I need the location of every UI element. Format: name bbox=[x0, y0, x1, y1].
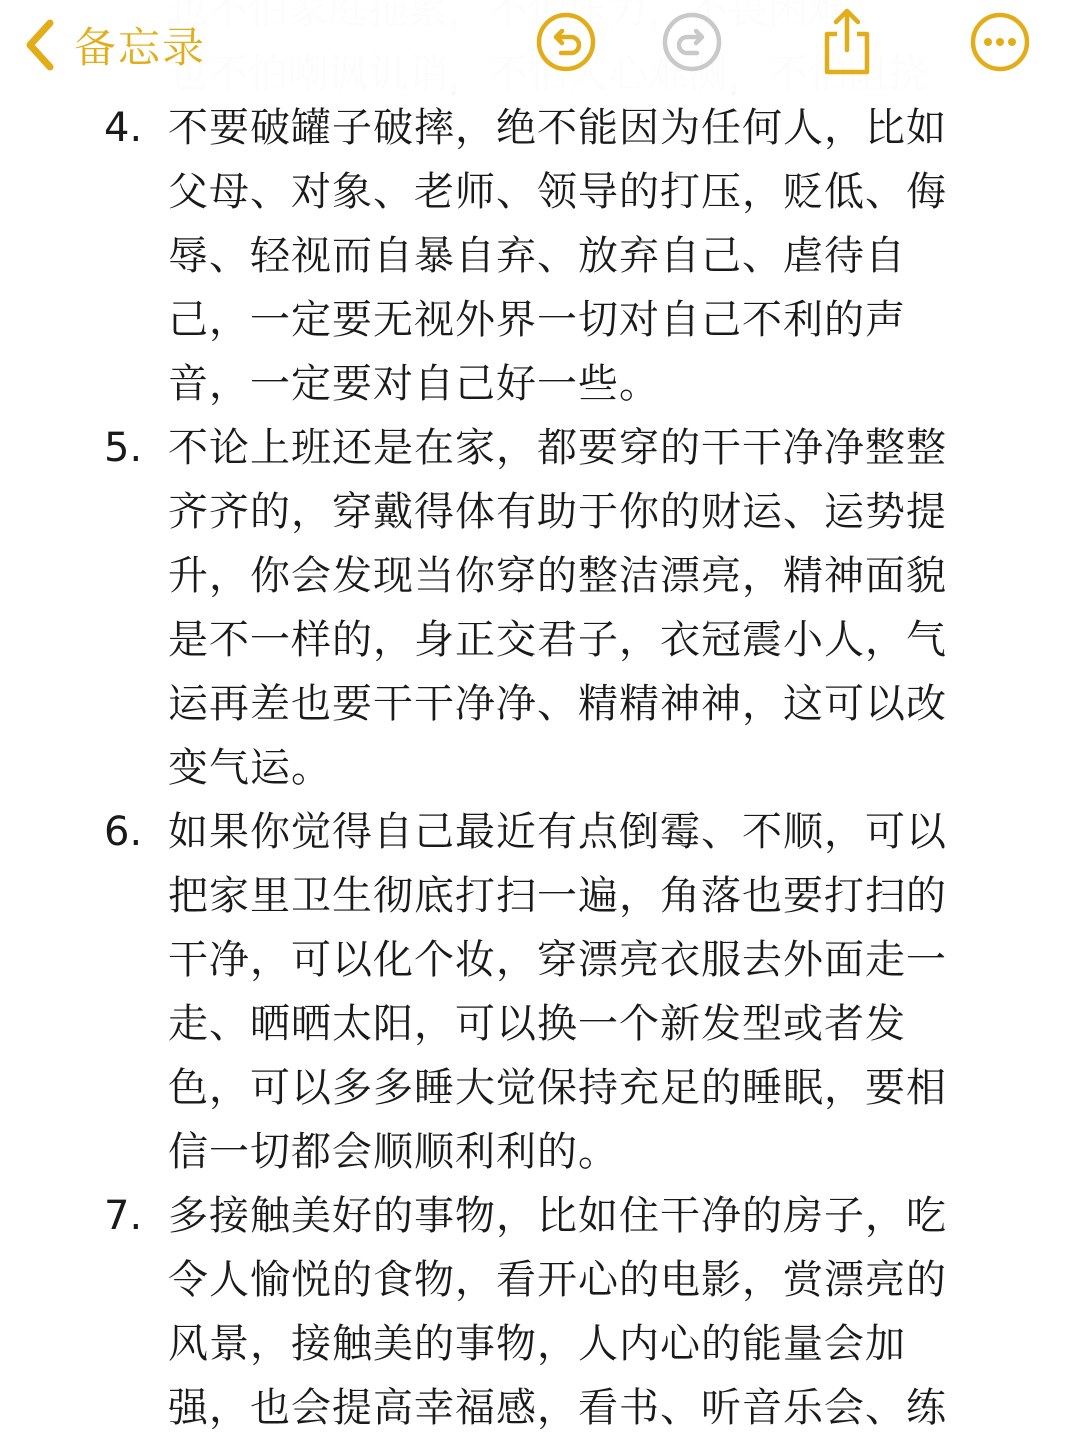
text-line: 变气运。 bbox=[168, 745, 332, 791]
redo-button[interactable] bbox=[657, 6, 727, 82]
text-line: 如果你觉得自己最近有点倒霉、不顺，可以 bbox=[168, 809, 947, 855]
text-line: 运再差也要干干净净、精精神神，这可以改 bbox=[168, 681, 947, 727]
undo-icon bbox=[534, 10, 598, 78]
text-line: 强，也会提高幸福感，看书、听音乐会、练 bbox=[168, 1385, 947, 1431]
text-line: 不要破罐子破摔，绝不能因为任何人，比如 bbox=[168, 105, 947, 151]
chevron-left-icon bbox=[22, 17, 56, 73]
text-line: 辱、轻视而自暴自弃、放弃自己、虐待自 bbox=[168, 233, 906, 279]
text-line: 齐齐的，穿戴得体有助于你的财运、运势提 bbox=[168, 489, 947, 535]
text-line: 父母、对象、老师、领导的打压，贬低、侮 bbox=[168, 169, 947, 215]
list-item-number: 7. bbox=[104, 1193, 143, 1239]
note-body[interactable] bbox=[0, 96, 1080, 1440]
list-item-number: 6. bbox=[104, 809, 143, 855]
back-button-label: 备忘录 bbox=[74, 23, 207, 72]
list-item bbox=[0, 96, 1008, 416]
text-line: 己，一定要无视外界一切对自己不利的声 bbox=[168, 297, 906, 343]
navigation-bar bbox=[0, 0, 1080, 92]
text-line: 色，可以多多睡大觉保持充足的睡眠，要相 bbox=[168, 1065, 947, 1111]
text-line: 风景，接触美的事物，人内心的能量会加 bbox=[168, 1321, 906, 1367]
text-line: 令人愉悦的食物，看开心的电影，赏漂亮的 bbox=[168, 1257, 947, 1303]
text-line: 干净，可以化个妆，穿漂亮衣服去外面走一 bbox=[168, 937, 947, 983]
text-line: 走、晒晒太阳，可以换一个新发型或者发 bbox=[168, 1001, 906, 1047]
more-icon bbox=[968, 10, 1032, 78]
more-button[interactable] bbox=[965, 6, 1035, 82]
text-line: 升，你会发现当你穿的整洁漂亮，精神面貌 bbox=[168, 553, 947, 599]
redo-icon bbox=[660, 10, 724, 78]
list-item bbox=[0, 416, 1008, 800]
text-line: 不论上班还是在家，都要穿的干干净净整整 bbox=[168, 425, 947, 471]
share-button[interactable] bbox=[812, 6, 882, 82]
back-button[interactable] bbox=[22, 14, 206, 76]
list-item bbox=[0, 800, 1008, 1184]
text-line: 音，一定要对自己好一些。 bbox=[168, 361, 660, 407]
text-line: 把家里卫生彻底打扫一遍，角落也要打扫的 bbox=[168, 873, 947, 919]
undo-button[interactable] bbox=[531, 6, 601, 82]
text-line: 多接触美好的事物，比如住干净的房子，吃 bbox=[168, 1193, 947, 1239]
text-line: 是不一样的，身正交君子，衣冠震小人，气 bbox=[168, 617, 947, 663]
share-icon bbox=[817, 6, 877, 82]
list-item-number: 5. bbox=[104, 425, 143, 471]
list-item-number: 4. bbox=[104, 105, 143, 151]
text-line: 信一切都会顺顺利利的。 bbox=[168, 1129, 619, 1175]
list-item bbox=[0, 1184, 1008, 1440]
